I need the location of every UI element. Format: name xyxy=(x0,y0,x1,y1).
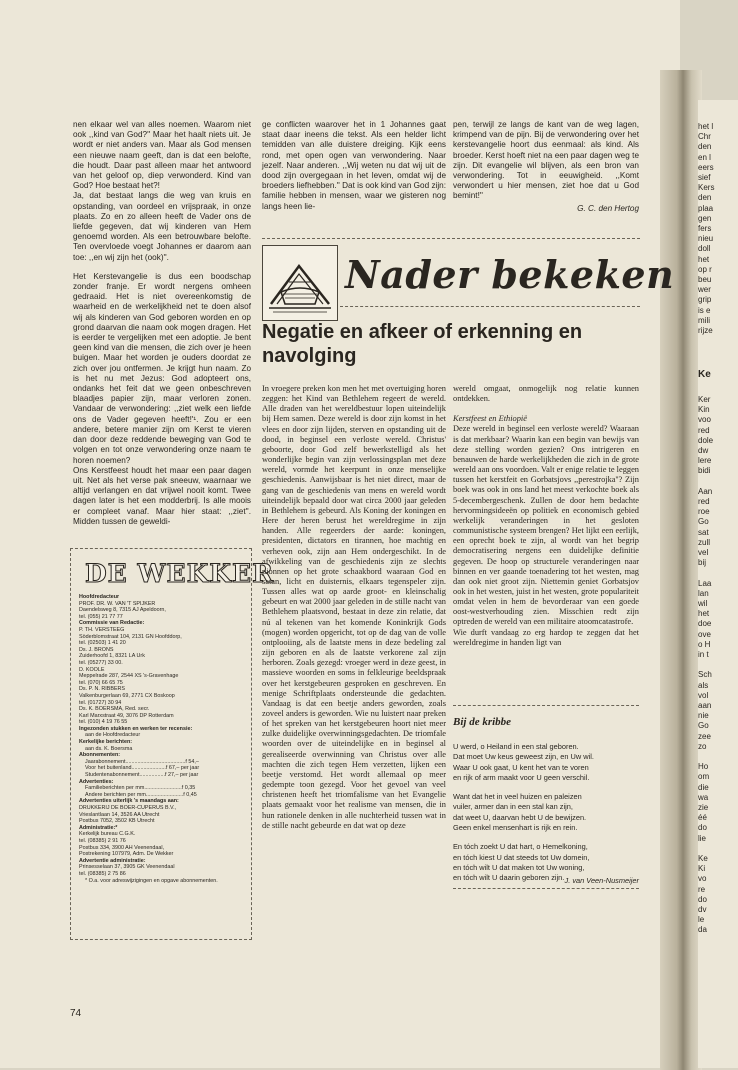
paragraph: Ons Kerstfeest houdt het maar een paar dagen uit. Net als het verse pak sneeuw, waarnaar we altijd verlangen en dat vrijwel nooit komt. Twee dagen later is het een modderbrij. Is alle moois er compleet vanaf. Maar hier staat: ,,ziet''. Midden tussen de geweldi- xyxy=(73,465,251,526)
divider xyxy=(262,238,640,239)
colophon-line: Meppelrade 287, 2544 XS 's-Gravenhage xyxy=(79,673,179,680)
poem-line: Geen enkel mensenhart is rijk en rein. xyxy=(453,823,578,833)
colophon-line: Ds. P. N. RIBBERS xyxy=(79,686,126,693)
right-page-line: dv xyxy=(698,905,707,914)
poem-stanza xyxy=(453,742,643,783)
paragraph: ge conflicten waarover het in 1 Johannes gaat staat daar ineens die tekst. Als een helder licht temidden van alle duistere dreiging. Kijk eens rond, met open ogen van verwondering. Naar jezelf. Naar anderen. ,,Wij weten nu dat wij uit de dood zijn overgegaan in het leven, omdat wij de broeders liefhebben.'' Dat is ook kind van God zijn: familie hebben in mensen, waar we gisteren nog langs heen lie- xyxy=(262,120,446,211)
right-page-line: sat xyxy=(698,527,709,537)
right-page-line: Ho xyxy=(698,762,709,772)
section-banner-title: Nader bekeken xyxy=(345,252,675,297)
paragraph: Het Kerstevangelie is dus een boodschap zonder franje. Er wordt nergens omheen gedraaid. Het is niet overeenkomstig de waarheid en de werkelijkheid net te doen alsof wij als kinderen van God geboren worden en op grond daarvan die naam ook mogen dragen. Het is eerder te vergelijken met een adoptie. Je bent geen kind van die mensen, die zich over je heen buigen. Maar het worden je ouders doordat ze zich over jou ontfermen. Je krijgt hun naam. Zo is het nu met Jezus: God adopteert ons, ondanks het feit dat we geen onbeschreven blaadjes papier zijn, maar verloren zonen. Vandaar de verwondering: ,,ziet welk een liefde ons de Vader gegeven heeft!'¹. Zou er een andere, betere manier zijn om Kerst te vieren dan door deze reddende beweging van God te volgen en tot onze verwondering onze naam te horen noemen? xyxy=(73,271,251,465)
colophon-line: Ingezonden stukken en werken ter recensie: xyxy=(79,725,193,732)
right-page-line: bidi xyxy=(698,466,711,476)
colophon-line: Kerkelijke berichten: xyxy=(79,739,133,746)
right-page-line: om xyxy=(698,772,710,782)
poem-line: dat weet U, daarvan hebt U de bewijzen. xyxy=(453,812,587,822)
right-page-line: het l xyxy=(698,122,714,131)
right-page-line: den xyxy=(698,142,712,152)
right-page-line: red xyxy=(698,497,710,506)
paragraph: nen elkaar wel van alles noemen. Waarom niet ook ,,kind van God?'' Maar het haalt niets uit. Je wordt er niet anders van. Maar als God mensen een nieuwe naam geeft, dan is dat een belofte, die houdt. Daar past alleen maar het antwoord van het geloof op, diep verwonderd. Kind van God? Hoe bestaat het?! xyxy=(73,120,251,191)
right-page-line: doe xyxy=(698,619,712,629)
colophon-line: Daendelsweg 8, 7315 AJ Apeldoorn, xyxy=(79,607,166,614)
right-page-line: roe xyxy=(698,507,710,517)
colophon-line: DRUKKERIJ DE BOER-CUPERUS B.V., xyxy=(79,805,177,811)
right-page-line: nie xyxy=(698,711,709,721)
colophon-line: Söderblomstraat 104, 2131 GN Hoofddorp, xyxy=(79,633,182,640)
right-page-line: eers xyxy=(698,162,714,172)
poem-stanza xyxy=(453,792,643,833)
right-page-line: lie xyxy=(698,833,707,843)
colophon-line: Kerkelijk bureau C.G.K. xyxy=(79,831,136,838)
colophon-line: Postbus 7052, 3502 KB Utrecht xyxy=(79,818,155,825)
poem-line: en tóch kiest U dat steeds tot Uw domein, xyxy=(453,852,590,862)
right-page-line: Ke xyxy=(698,854,708,863)
colophon-line: Postbus 334, 3900 AH Veenendaal, xyxy=(79,844,165,851)
right-page-line: gen xyxy=(698,213,712,223)
right-page-line: die xyxy=(698,782,709,792)
right-page-line: zo xyxy=(698,741,707,751)
right-page-line: re xyxy=(698,884,706,894)
paragraph: pen, terwijl ze langs de kant van de weg lagen, krimpend van de pijn. Bij de verwondering over het kerstevangelie hoort dus eenmaal: als kind. Als broeder. Kerst hoeft niet na een paar dagen weg te zijn. Dit evangelie wil blijven, als een bron van verwondering. Tot in eeuwigheid. ,,Komt verwondert u hier mensen, ziet hoe dat u God bemint!'' xyxy=(453,120,639,201)
poem-author: J. van Veen-Nusmeijer xyxy=(564,876,639,885)
author-signature: G. C. den Hertog xyxy=(577,203,639,213)
colophon-line: tel. (010) 4 19 76 55 xyxy=(79,719,128,726)
page-number: 74 xyxy=(70,1008,82,1019)
poem-line: En tóch zoekt U dat hart, o Hemelkoning, xyxy=(453,842,588,852)
colophon-line: Studentenabonnement.................f 27,– per jaar xyxy=(85,772,199,779)
right-page-line: sief xyxy=(698,173,711,182)
colophon-line: Advertenties: xyxy=(79,778,114,785)
right-page-line: Kers xyxy=(698,183,715,193)
divider xyxy=(340,306,640,307)
right-page-line: dw xyxy=(698,446,709,455)
right-page-line: den xyxy=(698,193,712,203)
colophon-line: Advertenties uiterlijk 's maandags aan: xyxy=(79,798,179,805)
colophon-line: Voor het buitenland.......................f 67,– per jaar xyxy=(85,765,200,772)
colophon-line: Zuiderhoofd 1, 8321 LA Urk xyxy=(79,653,145,660)
article-body-right xyxy=(453,384,639,648)
nativity-crib-icon xyxy=(262,245,338,321)
right-page-line: Ki xyxy=(698,864,706,874)
colophon-line: Advertentie administratie: xyxy=(79,857,146,864)
right-page-line: mili xyxy=(698,315,710,325)
colophon-line: Hoofdredacteur xyxy=(79,594,120,600)
paragraph: In vroegere preken kon men het met overtuiging horen zeggen: het Kind van Bethlehem regeert de wereld. Alle draden van het wereldbestuur lopen uiteindelijk bij Hem samen. Deze wereld is door zijn komst in het vlees en door zijn lijden, sterven en opstanding uit de dood, in beginsel een verloste wereld. Christus' geboorte, door God zelf bewerkstelligd als het wonderlijke begin van zijn verlossingsplan met deze wereld, vormde het keerpunt in onze menselijke geschiedenis. Aanwijsbaar is het niet direct, maar de gang van de geschiedenis van mens en wereld wordt uiteindelijk bepaald door wat circa 2000 jaar geleden in Bethlehem is gebeurd. Als Koning der koningen en Here der heren berust het wereldregime in zijn handen. Alle regeerders der aarde: koningen, presidenten, dictators en tirannen, hoe machtig en verheven ook, zijn aan Hem ondergeschikt. In de afwikkeling van de geschiedenis zijn ze slechts pionnen op het grote schaakbord waaraan God en satan, licht en duisternis, elkaars tegenspeler zijn. Tussen alles wat op aarde groot- en kleinschalig gebeurt en wat 2000 jaar geleden in de stille nacht van Bethlehem plaatsvond, bestaat in deze zin relatie, dat nú al tekenen van het komende Koninkrijk Gods (mogen) worden opgericht, tot op de dag van de volle ontplooiing, als de laatste mens in deze bedeling zal zijn geboren en als de laatste verkorene zal zijn herboren. Zoals gezegd: vroeger werd in deze geest, in massieve woorden en soms in felkleurige beeldspraak over het kerstgebeuren gesproken en geschreven. En menige Schriftplaats ondersteunde die gedachten. Vandaag is dat een beetje anders geworden, zoals zoveel anders is geworden. Wie nu luistert naar preken of het spreken van het kerstgebeuren hoort niet meer zulke duidelijke overwinningsgedachten. De triomfale woorden over de uiteindelijke en in beginsel al gerealiseerde overwinning van Christus over alle machten die zich tegen Hem verzetten, lijken een beetje verstomd. Het wordt allemaal op meer gedempte toon gezegd. Voor het gevoel van veel christenen heeft het triomfalisme van het Evangelie plaats gemaakt voor het realisme van mensen, die in hun rationele denken in alle nuchterheid tussen wat in de stille nacht gebeurde en dat wat op deze xyxy=(262,384,446,830)
right-page-line: o H xyxy=(698,639,711,649)
poem-line: en tóch wilt U dat maken tot Uw woning, xyxy=(453,862,585,872)
poem-line: en rijk of arm maakt voor U geen verschil. xyxy=(453,772,590,782)
right-page-line: lan xyxy=(698,588,709,598)
right-page-line: bij xyxy=(698,558,707,568)
poem-line: vuiler, armer dan in een stal kan zijn, xyxy=(453,802,573,812)
paragraph: Deze wereld in beginsel een verloste wereld? Waaraan is dat merkbaar? Waarin kan een begin van bewijs van deze stelling worden gezien? Ons intrigeren en benauwen de harde werkelijkheden die zich in de grote wereld aan ons voordoen. Valt er enige relatie te leggen tussen het kerstfeit en Gorbatsjovs ,,perestrojka''? Zijn boek was ook in ons land het meest verkochte boek als 5-decembergeschenk. Zullen de door hem bedachte hervormingsideeën op politiek en economisch gebied werkelijk veranderingen in het gesloten communistische systeem brengen? Het lijkt een eerlijk, een oprecht boek te zijn, al wordt van het begrip democratisering nergens een duidelijke definitie gegeven. De hoop op structurele veranderingen naar binnen en ver gaande toenadering tot het westen, mag dan ook niet groot zijn. Niettemin geniet Gorbatsjov ook in het westen, juist in het westen, grote populariteit omdat velen in hem de bevorderaar van een goede oost-westverhouding zien. Misschien redt zijn optreden de wereld van een militaire atoomcatastrofe. Wie durft vandaag zo erg hardop te zeggen dat het wereldregime in handen ligt van xyxy=(453,424,639,647)
right-page-line: vo xyxy=(698,874,707,884)
poem-heading: Bij de kribbe xyxy=(453,716,512,728)
colophon-line: Valkenburgerlaan 69, 2771 CX Boskoop xyxy=(79,692,175,699)
right-page-line: Laa xyxy=(698,578,712,588)
colophon-line: PROF. DR. W. VAN 'T SPIJKER xyxy=(79,600,156,607)
colophon-line: tel. (070) 66 65 75 xyxy=(79,679,123,686)
right-page-line: beu xyxy=(698,275,712,284)
colophon-line: Ds. J. BRONS xyxy=(79,646,114,653)
paragraph: wereld omgaat, onmogelijk nog relatie kunnen ontdekken. xyxy=(453,384,639,404)
right-page-line: Kin xyxy=(698,405,710,415)
colophon-line: Commissie van Redactie: xyxy=(79,620,145,627)
column-2-top-text xyxy=(262,120,446,212)
colophon-line: * O.a. voor adreswijzigingen en opgave abonnementen. xyxy=(85,877,218,884)
right-page-line: Aan xyxy=(698,486,713,496)
colophon-line: Prinsesselaan 37, 3905 GK Veenendaal xyxy=(79,864,175,871)
poem-line: en tóch wilt U daarin geboren zijn. xyxy=(453,873,565,883)
right-page-line: zull xyxy=(698,537,711,547)
colophon-line: P. TH. VERSTEEG xyxy=(79,626,125,633)
colophon-line: Karl Marxstraat 49, 3076 DP Rotterdam xyxy=(79,712,174,719)
right-page xyxy=(698,100,738,1068)
divider xyxy=(453,888,639,889)
right-page-line: wa xyxy=(698,792,709,802)
poem-line: Dat moet Uw keus geweest zijn, en Uw wil. xyxy=(453,752,594,762)
right-page-line: éé xyxy=(698,813,707,823)
right-page-line: ove xyxy=(698,629,711,639)
right-page-line: op r xyxy=(698,264,712,274)
right-page-line: in t xyxy=(698,650,709,659)
right-page-line: vel xyxy=(698,548,709,557)
colophon-box xyxy=(70,548,274,940)
right-page-line: Chr xyxy=(698,132,711,142)
right-page-line: da xyxy=(698,925,707,935)
right-page-line: grip xyxy=(698,295,712,305)
right-page-line: nieu xyxy=(698,234,714,244)
colophon-line: Familieberichten per mm.........................f 0,35 xyxy=(85,785,196,792)
article-title: Negatie en afkeer of erkenning en navolging xyxy=(262,321,583,367)
colophon-details xyxy=(79,594,245,884)
colophon-line: aan ds. K. Boersma xyxy=(85,745,133,752)
poem-line: U werd, o Heiland in een stal geboren. xyxy=(453,742,579,751)
right-page-line: lere xyxy=(698,456,712,466)
right-page-line: do xyxy=(698,823,707,833)
colophon-line: tel. (08385) 2 75 86 xyxy=(79,870,126,877)
right-page-line: fers xyxy=(698,224,712,233)
divider xyxy=(453,705,639,706)
right-page-line: red xyxy=(698,425,710,435)
colophon-line: tel. (055) 21 77 77 xyxy=(79,613,123,620)
column-1-text xyxy=(73,120,251,527)
right-page-line: zee xyxy=(698,731,711,741)
paragraph: Ja, dat bestaat langs die weg van kruis en opstanding, van oordeel en vrijspraak, in onze plaats. Zo en zo alleen heeft de Vader ons de liefde gegeven, dat wij kinderen van Hem genoemd worden. Als een betrouwbare belofte. Ten overvloede voegt Johannes er daarom aan toe: ,,en wij zijn het (ook)''. xyxy=(73,191,251,262)
right-page-line: le xyxy=(698,915,705,925)
colophon-line: tel. (01727) 30 94 xyxy=(79,699,122,706)
colophon-line: Abonnementen: xyxy=(79,752,121,759)
right-page-line: rijze xyxy=(698,326,713,335)
colophon-line: Andere berichten per mm.........................f 0,45 xyxy=(85,791,197,798)
article-body-left xyxy=(262,384,446,831)
right-page-line: do xyxy=(698,894,707,904)
right-page-line: het xyxy=(698,609,710,619)
poem-line: Waar U ook gaat, U kent het van te voren xyxy=(453,762,589,772)
colophon-line: Ds. K. BOERSMA, Red. secr. xyxy=(79,706,150,713)
poem-line: Want dat het in veel huizen en paleizen xyxy=(453,792,582,802)
right-page-line: Ker xyxy=(698,395,711,404)
colophon-line: Vrieslantlaan 14, 3526 AA Utrecht xyxy=(79,811,160,818)
right-page-line: Go xyxy=(698,721,709,731)
right-page-line: wer xyxy=(698,285,711,295)
right-page-line: aan xyxy=(698,701,712,710)
right-page-line: is e xyxy=(698,305,711,315)
right-page-line: dole xyxy=(698,435,714,445)
right-page-line: voo xyxy=(698,415,711,425)
right-page-line: zie xyxy=(698,803,709,812)
right-page-line: vol xyxy=(698,690,709,700)
right-page-line: Sch xyxy=(698,670,712,680)
colophon-line: Jaarabonnement........................................f 54,– xyxy=(85,758,199,765)
colophon-line: D. KOOLE xyxy=(79,666,105,673)
right-page-line: en l xyxy=(698,152,711,162)
subheading: Kerstfeest en Ethiopië xyxy=(453,414,527,424)
colophon-line: tel. (05277) 33 00. xyxy=(79,659,123,666)
right-page-line: Go xyxy=(698,517,709,527)
right-page-line: het xyxy=(698,254,710,264)
column-3-top-text xyxy=(453,120,639,214)
colophon-line: Administratie:* xyxy=(79,824,118,831)
right-page-heading: Ke xyxy=(698,369,711,380)
colophon-line: Postrekening 107979, Adm. De Wekker xyxy=(79,851,174,858)
right-page-line: plaa xyxy=(698,203,714,213)
masthead-logo: DE WEKKER xyxy=(85,559,274,588)
right-page-line: doll xyxy=(698,244,711,254)
right-page-line: als xyxy=(698,680,709,690)
colophon-line: tel. (08385) 2 91 76 xyxy=(79,837,126,844)
poem xyxy=(453,742,643,884)
colophon-line: aan de Hoofdredacteur xyxy=(85,732,141,739)
colophon-line: tel. (02503) 1 41 20 xyxy=(79,640,126,647)
right-page-line: wil xyxy=(698,599,708,608)
